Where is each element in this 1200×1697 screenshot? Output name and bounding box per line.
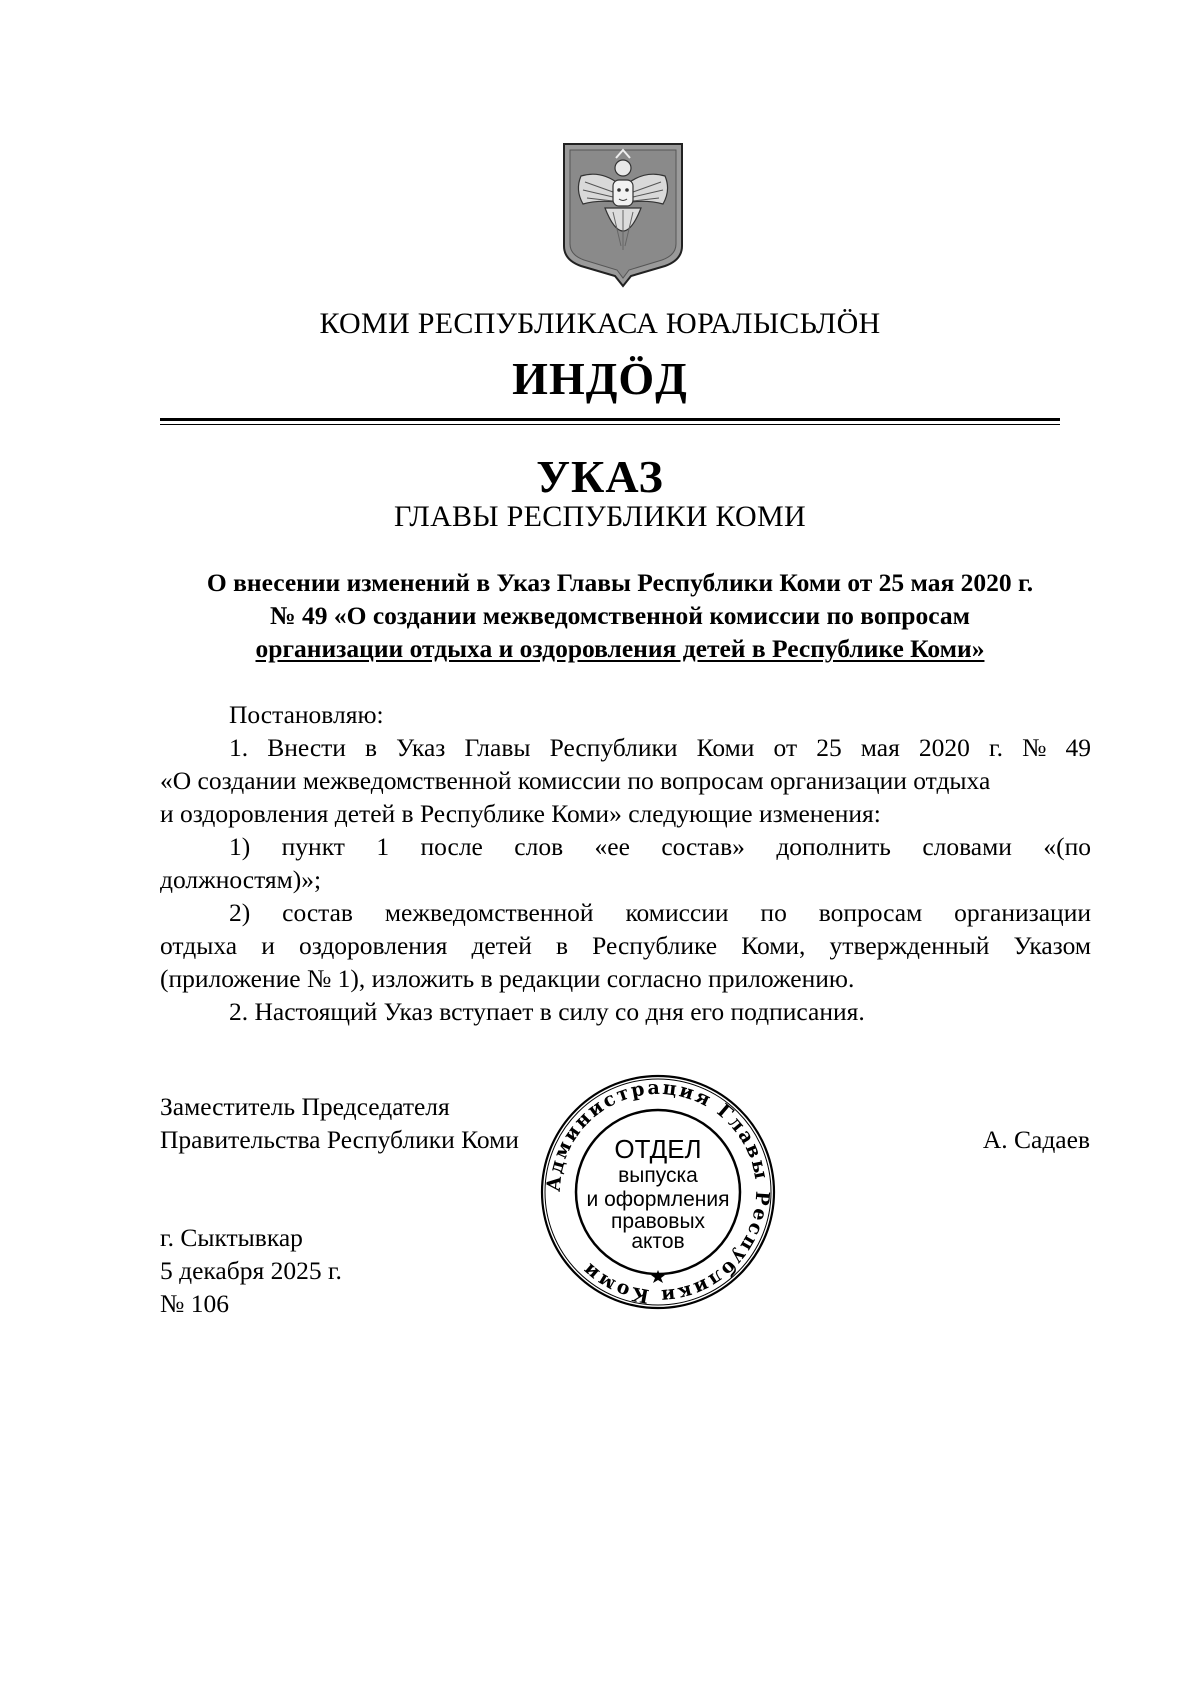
word: №	[1022, 733, 1047, 762]
word: г.	[989, 733, 1003, 762]
stamp-line: правовых	[610, 1210, 706, 1233]
word: «ее	[594, 832, 630, 861]
word: от	[773, 733, 798, 762]
word: оздоровления	[298, 931, 448, 960]
word: 1.	[229, 733, 249, 762]
preamble: Постановляю:	[229, 700, 384, 729]
word: по	[760, 898, 787, 927]
item-1-line	[160, 731, 1091, 764]
stamp-star-icon	[651, 1270, 665, 1283]
subitem-1-line: должностям)»;	[160, 865, 322, 894]
stamp-ring-text: Администрация Главы Республики Коми	[542, 1076, 774, 1308]
subitem-1	[160, 830, 1091, 896]
item-2: 2. Настоящий Указ вступает в силу со дня его подписания.	[229, 997, 865, 1026]
word: дополнить	[776, 832, 891, 861]
signatory-name: А. Садаев	[982, 1125, 1090, 1154]
russian-authority-title: ГЛАВЫ РЕСПУБЛИКИ КОМИ	[394, 500, 806, 533]
decree-details	[160, 1221, 342, 1320]
word: состав»	[661, 832, 745, 861]
word: Указ	[396, 733, 446, 762]
word: и	[261, 931, 275, 960]
position-line: Правительства Республики Коми	[160, 1125, 519, 1154]
word: пункт	[281, 832, 345, 861]
decree-subject	[150, 566, 1090, 665]
decree-body	[160, 698, 1091, 1028]
signatory-position	[160, 1090, 519, 1156]
subject-line: О внесении изменений в Указ Главы Республики Коми от 25 мая 2020 г.	[206, 568, 1034, 597]
word: детей	[471, 931, 532, 960]
word: «(по	[1043, 832, 1091, 861]
word: в	[555, 931, 569, 960]
word: отдыха	[160, 931, 238, 960]
decree-place: г. Сыктывкар	[160, 1223, 303, 1252]
word: 49	[1065, 733, 1091, 762]
item-1-line: «О создании межведомственной комиссии по вопросам организации отдыха	[160, 766, 991, 795]
word: 1)	[229, 832, 251, 861]
position-line: Заместитель Председателя	[160, 1092, 450, 1121]
word: Республике	[592, 931, 718, 960]
word: 25	[816, 733, 842, 762]
subitem-1-line	[160, 830, 1091, 863]
decree-number: № 106	[160, 1289, 229, 1318]
word: мая	[860, 733, 900, 762]
header-divider-thin	[160, 424, 1060, 425]
word: Коми	[696, 733, 755, 762]
word: межведомственной	[384, 898, 594, 927]
komi-authority-title: КОМИ РЕСПУБЛИКАСА ЮРАЛЫСЬЛӦН	[319, 307, 881, 340]
word: Коми,	[741, 931, 806, 960]
word: 2)	[229, 898, 251, 927]
stamp-line: ОТДЕЛ	[614, 1134, 702, 1164]
subitem-2-line	[160, 929, 1091, 962]
word: Указом	[1013, 931, 1091, 960]
russian-document-type: УКАЗ	[536, 451, 664, 502]
header-divider-thick	[160, 418, 1060, 421]
stamp-line: актов	[631, 1230, 685, 1253]
word: организации	[954, 898, 1091, 927]
stamp-line: выпуска	[618, 1164, 698, 1187]
word: Главы	[464, 733, 531, 762]
komi-coat-of-arms-icon	[561, 142, 685, 288]
word: 2020	[918, 733, 970, 762]
word: состав	[282, 898, 353, 927]
word: в	[365, 733, 378, 762]
stamp-line: и оформления	[586, 1188, 730, 1211]
komi-document-type: ИНДӦД	[512, 353, 688, 404]
word: комиссии	[625, 898, 729, 927]
subject-line: организации отдыха и оздоровления детей в Республике Коми»	[255, 634, 985, 663]
subject-line: № 49 «О создании межведомственной комиссии по вопросам	[269, 601, 970, 630]
subitem-2-line: (приложение № 1), изложить в редакции согласно приложению.	[160, 964, 855, 993]
word: утвержденный	[829, 931, 990, 960]
word: 1	[376, 832, 390, 861]
item-1-line: и оздоровления детей в Республике Коми» следующие изменения:	[160, 799, 881, 828]
word: после	[420, 832, 483, 861]
word: слов	[514, 832, 564, 861]
word: Республики	[549, 733, 678, 762]
official-stamp	[538, 1072, 778, 1312]
word: Внести	[267, 733, 346, 762]
decree-date: 5 декабря 2025 г.	[160, 1256, 342, 1285]
item-1	[160, 731, 1091, 830]
subitem-2-line	[160, 896, 1091, 929]
word: вопросам	[818, 898, 923, 927]
subitem-2	[160, 896, 1091, 995]
word: словами	[922, 832, 1012, 861]
